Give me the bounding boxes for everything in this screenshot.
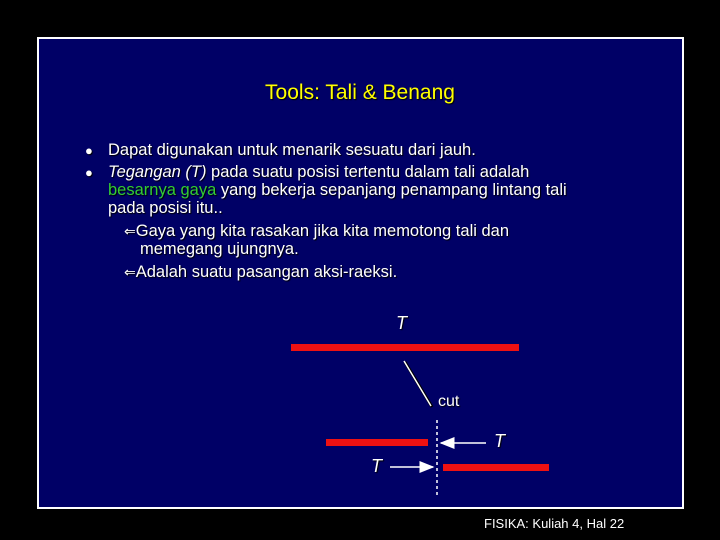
highlight-term: besarnya gaya bbox=[108, 181, 217, 199]
tension-label-left: T bbox=[371, 456, 382, 476]
bullet-1-text: Dapat digunakan untuk menarik sesuatu dari jauh. bbox=[108, 141, 476, 159]
bullet-2-line-3: pada posisi itu.. bbox=[108, 199, 223, 217]
bullet-2-text: pada suatu posisi tertentu dalam tali adalah bbox=[206, 163, 530, 181]
bullet-dot: ● bbox=[85, 165, 93, 180]
rope-left-piece bbox=[326, 439, 428, 446]
pointer-line-highlight bbox=[404, 361, 431, 406]
cut-label: cut bbox=[438, 393, 460, 410]
arrow-left-icon: ⇐ bbox=[124, 265, 136, 281]
slide-footer: FISIKA: Kuliah 4, Hal 22 bbox=[484, 516, 625, 531]
sub-bullet-1-line-2: memegang ujungnya. bbox=[140, 240, 299, 258]
slide-title: Tools: Tali & Benang bbox=[265, 81, 455, 104]
rope-whole bbox=[291, 344, 519, 351]
arrow-left-icon: ⇐ bbox=[124, 224, 136, 240]
sub-bullet-1-text: Gaya yang kita rasakan jika kita memotong tali dan bbox=[135, 222, 510, 240]
rope-right-piece bbox=[443, 464, 549, 471]
tension-label-top: T bbox=[396, 313, 407, 333]
tension-label-right: T bbox=[494, 431, 505, 451]
bullet-dot: ● bbox=[85, 143, 93, 158]
bullet-2-text-cont: yang bekerja sepanjang penampang lintang tali bbox=[216, 181, 567, 199]
tension-term: Tegangan (T) bbox=[108, 163, 207, 181]
sub-bullet-2-text: Adalah suatu pasangan aksi-raeksi. bbox=[135, 263, 398, 281]
